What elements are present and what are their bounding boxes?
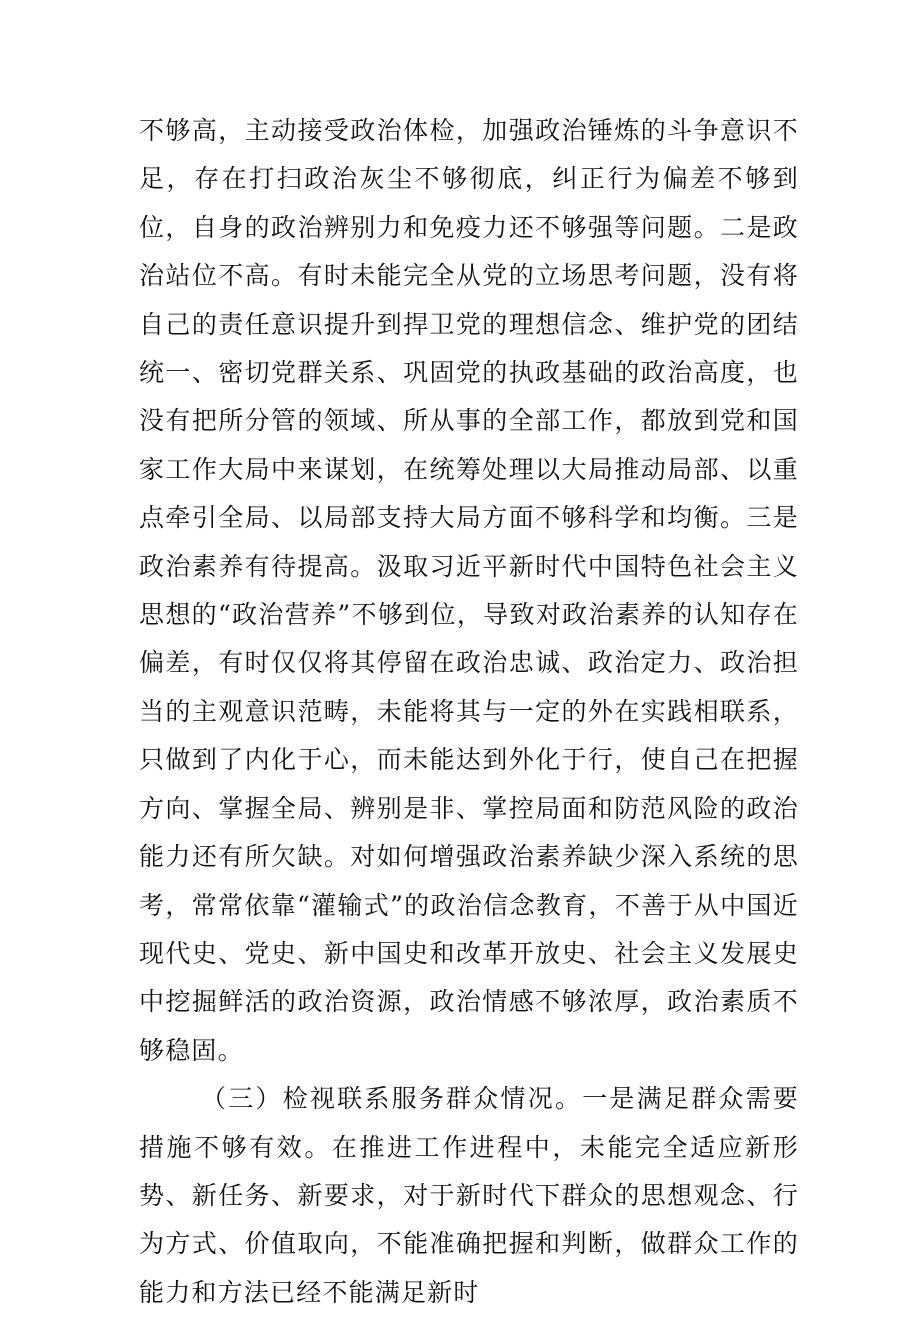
paragraph-section-three: （三）检视联系服务群众情况。一是满足群众需要措施不够有效。在推进工作进程中，未能完全适应新形势、新任务、新要求，对于新时代下群众的思想观念、行为方式、价值取向，不能准确把握和判断，做群众工作的能力和方法已经不能满足新时 — [139, 1084, 799, 1307]
paragraph-continued: 不够高，主动接受政治体检，加强政治锤炼的斗争意识不足，存在打扫政治灰尘不够彻底，纠正行为偏差不够到位，自身的政治辨别力和免疫力还不够强等问题。二是政治站位不高。有时未能完全从党的立场思考问题，没有将自己的责任意识提升到捍卫党的理想信念、维护党的团结统一、密切党群关系、巩固党的执政基础的政治高度，也没有把所分管的领域、所从事的全部工作，都放到党和国家工作大局中来谋划，在统筹处理以大局推动局部、以重点牵引全局、以局部支持大局方面不够科学和均衡。三是政治素养有待提高。汲取习近平新时代中国特色社会主义思想的“政治营养”不够到位，导致对政治素养的认知存在偏差，有时仅仅将其停留在政治忠诚、政治定力、政治担当的主观意识范畴，未能将其与一定的外在实践相联系，只做到了内化于心，而未能达到外化于行，使自己在把握方向、掌握全局、辨别是非、掌控局面和防范风险的政治能力还有所欠缺。对如何增强政治素养缺少深入系统的思考，常常依靠“灌输式”的政治信念教育，不善于从中国近现代史、党史、新中国史和改革开放史、社会主义发展史中挖掘鲜活的政治资源，政治情感不够浓厚，政治素质不够稳固。 — [139, 116, 799, 1065]
body-text — [139, 107, 799, 1317]
